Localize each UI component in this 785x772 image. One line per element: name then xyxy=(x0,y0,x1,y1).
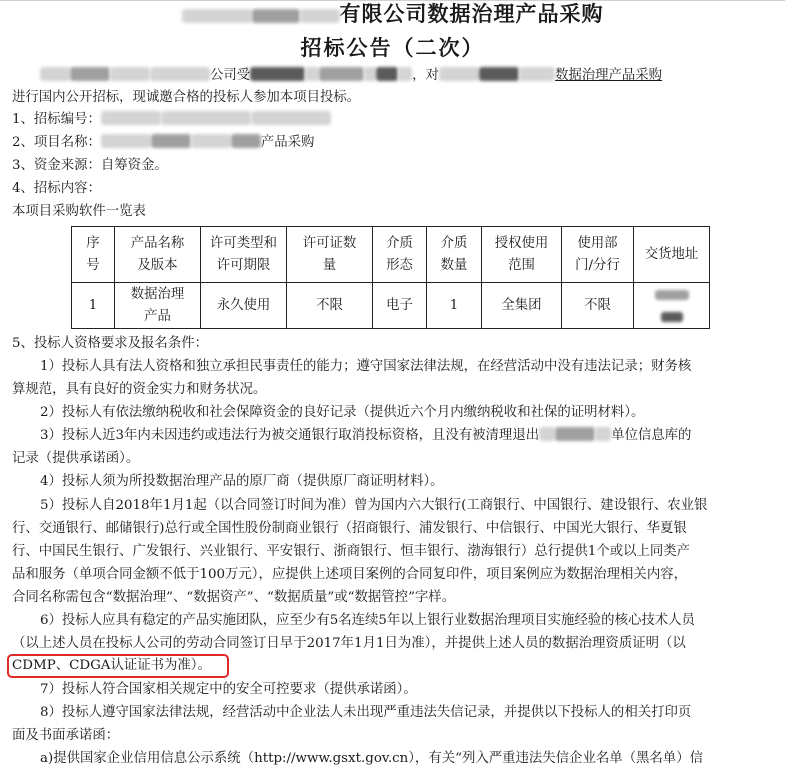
redacted-text xyxy=(161,111,251,125)
requirement-3a xyxy=(40,427,691,445)
intro-project-name: 数据治理产品采购 xyxy=(554,68,663,83)
table-row xyxy=(72,283,710,329)
section5-heading: 5、投标人资格要求及报名条件： xyxy=(12,336,208,351)
table-cell: 永久使用 xyxy=(201,283,287,329)
intro-text: ，对 xyxy=(412,68,439,83)
redacted-text xyxy=(555,427,595,441)
requirement-7: 7）投标人符合国家相关规定中的安全可控要求（提供承诺函）。 xyxy=(40,682,417,697)
redacted-text xyxy=(539,427,555,441)
header-cell: 交货地址 xyxy=(634,227,710,283)
requirement-1a: 1）投标人具有法人资格和独立承担民事责任的能力；遵守国家法律法规，在经营活动中没有违法记录；财务核 xyxy=(40,359,692,374)
item-value: 产品采购 xyxy=(260,135,315,150)
redacted-text xyxy=(150,67,210,81)
header-cell: 产品名称 及版本 xyxy=(115,227,201,283)
redacted-text xyxy=(110,67,150,81)
requirement-8c: a)提供国家企业信用信息公示系统（http://www.gsxt.gov.cn），有关“列入严重违法失信企业名单（黑名单）信 xyxy=(40,751,703,766)
intro-text: 公司受 xyxy=(210,68,251,83)
header-cell: 介质 形态 xyxy=(373,227,427,283)
item-project-name xyxy=(12,134,314,152)
table-cell-redacted xyxy=(634,283,710,329)
requirement-5e: 合同名称需包含“数据治理”、“数据资产”、“数据质量”或“数据管控”字样。 xyxy=(12,590,456,605)
redacted-text xyxy=(305,67,319,81)
redacted-text xyxy=(655,290,689,300)
requirement-1b: 算规范，具有良好的资金实力和财务状况。 xyxy=(12,382,267,397)
requirement-5c: 行、中国民生银行、广发银行、兴业银行、平安银行、浙商银行、恒丰银行、渤海银行）总行提供1个或以上同类产 xyxy=(12,544,691,559)
item-label: 1、招标编号： xyxy=(12,112,101,127)
redacted-text xyxy=(661,312,683,322)
header-cell: 使用部 门/分行 xyxy=(562,227,634,283)
redacted-text xyxy=(40,67,70,81)
requirement-6c: CDMP、CDGA认证证书为准）。 xyxy=(12,658,211,673)
table-caption: 本项目采购软件一览表 xyxy=(12,204,146,219)
redacted-text xyxy=(101,111,161,125)
table-cell: 全集团 xyxy=(482,283,562,329)
item-scope: 4、招标内容： xyxy=(12,181,101,196)
requirement-8b: 面及书面承诺函： xyxy=(12,728,120,743)
redacted-text xyxy=(398,67,412,81)
redacted-text xyxy=(439,67,479,81)
redacted-text xyxy=(151,134,191,148)
item-bid-number xyxy=(12,111,331,129)
table-cell: 1 xyxy=(427,283,482,329)
redacted-text xyxy=(364,67,376,81)
header-cell: 许可类型和 许可期限 xyxy=(201,227,287,283)
requirement-6a: 6）投标人应具有稳定的产品实施团队，应至少有5名连续5年以上银行业数据治理项目实施经验的核心技术人员 xyxy=(40,613,695,628)
requirement-4: 4）投标人须为所投数据治理产品的原厂商（提供原厂商证明材料）。 xyxy=(40,474,444,489)
requirement-3b: 记录（提供承诺函）。 xyxy=(12,451,140,466)
procurement-table xyxy=(71,226,710,329)
table-header-row xyxy=(72,227,710,283)
table-cell: 数据治理 产品 xyxy=(115,283,201,329)
header-cell: 授权使用 范围 xyxy=(482,227,562,283)
requirement-text: 3）投标人近3年内未因违约或违法行为被交通银行取消投标资格，且没有被清理退出 xyxy=(40,428,540,443)
intro-line-1 xyxy=(40,67,662,85)
redacted-text xyxy=(231,134,261,148)
redacted-text xyxy=(101,134,151,148)
requirement-6b: （以上述人员在投标人公司的劳动合同签订日早于2017年1月1日为准），并提供上述人员的数据治理资质证明（以 xyxy=(12,636,686,651)
requirement-8a: 8）投标人遵守国家法律法规，经营活动中企业法人未出现严重违法失信记录，并提供以下投标人的相关打印页 xyxy=(40,705,692,720)
redacted-text xyxy=(70,67,110,81)
header-cell: 介质 数量 xyxy=(427,227,482,283)
requirement-5a: 5）投标人自2018年1月1起（以合同签订时间为准）曾为国内六大银行(工商银行、中国银行、建设银行、农业银 xyxy=(40,498,708,513)
document-title-line1 xyxy=(0,0,785,28)
intro-line-2: 进行国内公开招标，现诚邀合格的投标人参加本项目投标。 xyxy=(12,90,361,105)
requirement-text: 单位信息库的 xyxy=(611,428,692,443)
redacted-company-name xyxy=(252,9,300,23)
redacted-text xyxy=(519,67,555,81)
redacted-text xyxy=(479,67,519,81)
header-cell: 许可证数 量 xyxy=(287,227,373,283)
highlight-box xyxy=(7,654,229,678)
redacted-company-name xyxy=(300,9,340,23)
table-cell: 电子 xyxy=(373,283,427,329)
redacted-company-name xyxy=(182,9,252,23)
redacted-text xyxy=(376,67,398,81)
title-text: 有限公司数据治理产品采购 xyxy=(339,1,604,26)
redacted-text xyxy=(251,111,331,125)
redacted-text xyxy=(191,134,231,148)
document-title-line2: 招标公告（二次） xyxy=(300,35,485,60)
redacted-text xyxy=(595,427,611,441)
redacted-text xyxy=(319,67,364,81)
item-funding: 3、资金来源：自筹资金。 xyxy=(12,158,168,173)
table-cell: 1 xyxy=(72,283,115,329)
requirement-2: 2）投标人有依法缴纳税收和社会保障资金的良好记录（提供近六个月内缴纳税收和社保的证明材料）。 xyxy=(40,405,645,420)
table-cell: 不限 xyxy=(562,283,634,329)
item-label: 2、项目名称： xyxy=(12,135,101,150)
requirement-5b: 行、交通银行、邮储银行)总行或全国性股份制商业银行（招商银行、浦发银行、中信银行、中国光大银行、华夏银 xyxy=(12,521,687,536)
redacted-text xyxy=(250,67,305,81)
header-cell: 序 号 xyxy=(72,227,115,283)
requirement-5d: 品和服务（单项合同金额不低于100万元），应提供上述项目案例的合同复印件，项目案例应为数据治理相关内容， xyxy=(12,567,687,582)
table-cell: 不限 xyxy=(287,283,373,329)
